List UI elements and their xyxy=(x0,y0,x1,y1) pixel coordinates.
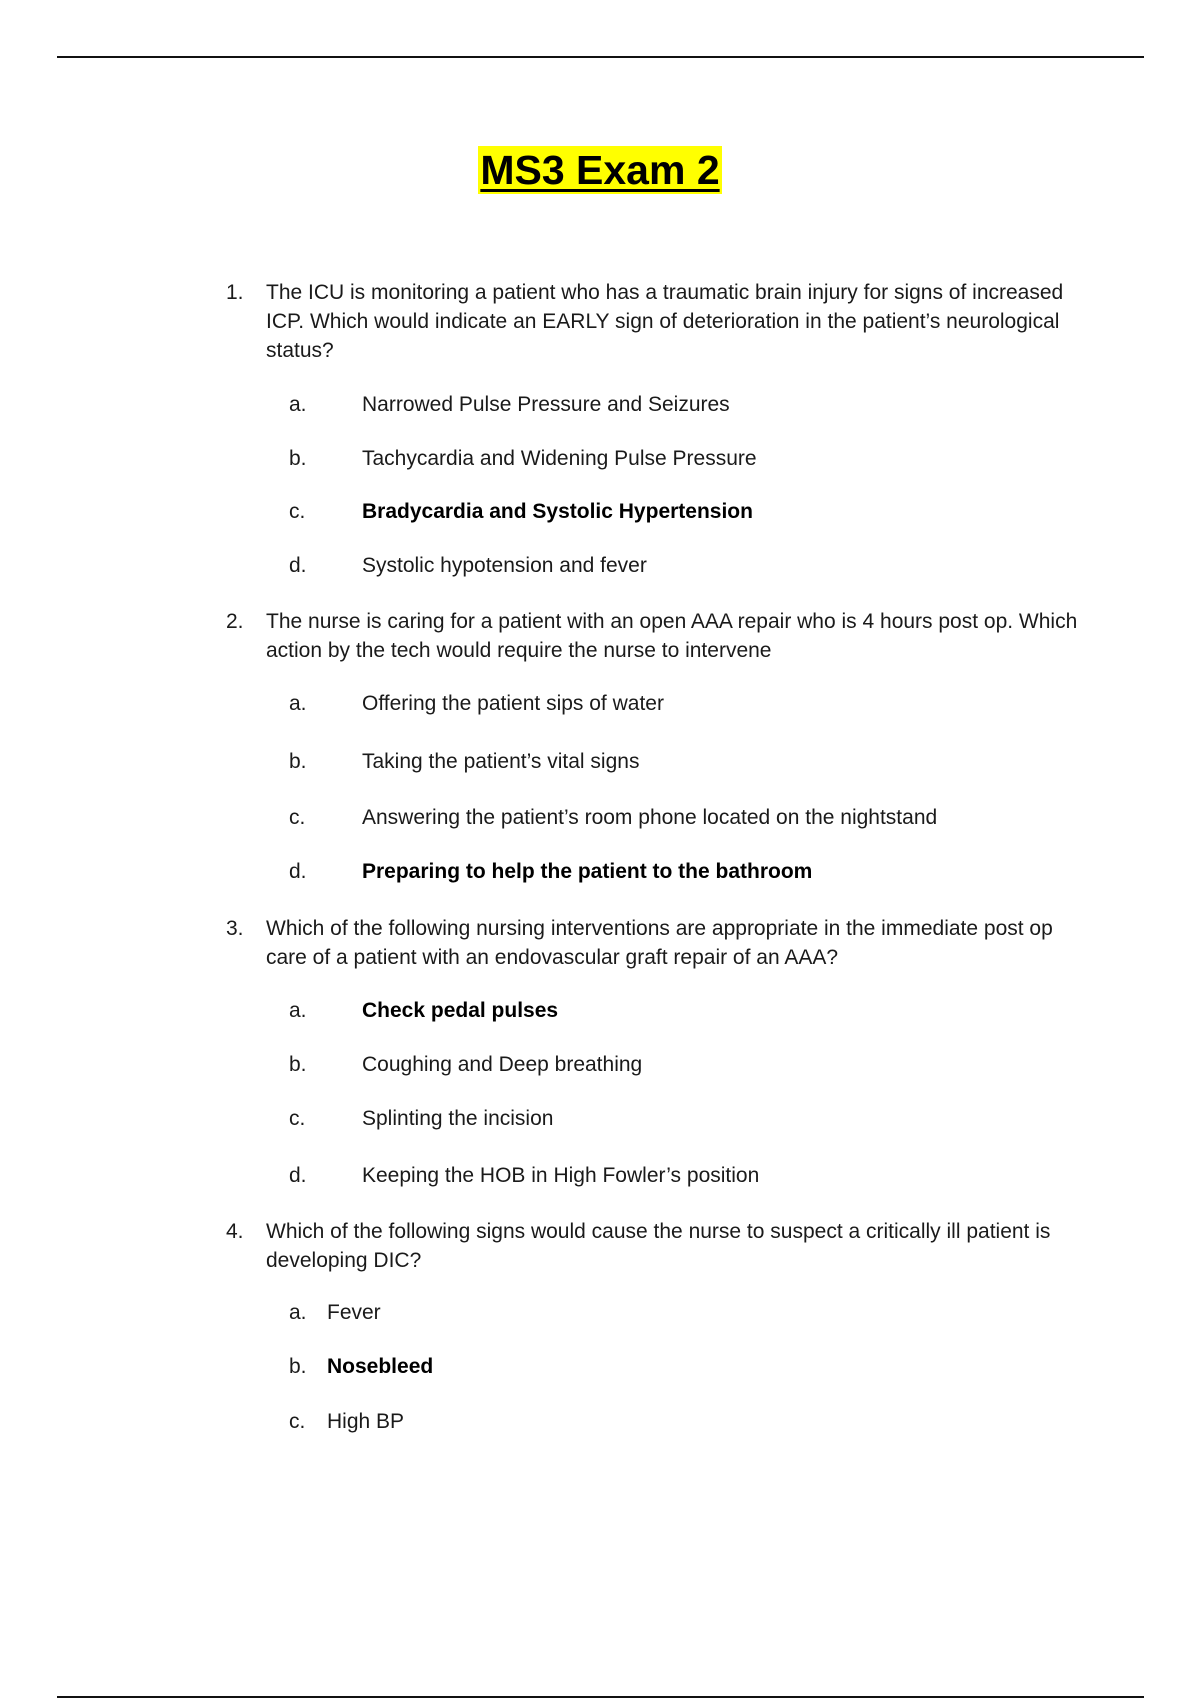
option-text: Bradycardia and Systolic Hypertension xyxy=(362,500,753,523)
question-number: 2. xyxy=(226,610,244,633)
option-letter: c. xyxy=(289,806,306,829)
option-text: Check pedal pulses xyxy=(362,999,559,1022)
option-letter: d. xyxy=(289,554,307,577)
option-letter: a. xyxy=(289,393,307,416)
option-text: High BP xyxy=(327,1410,405,1433)
option-1a xyxy=(0,390,1200,420)
option-4b-correct xyxy=(0,1352,1200,1382)
option-2d-correct xyxy=(0,857,1200,887)
question-number: 3. xyxy=(226,917,244,940)
option-letter: d. xyxy=(289,1164,307,1187)
option-text: Taking the patient’s vital signs xyxy=(362,750,640,773)
option-3b xyxy=(0,1050,1200,1080)
question-text: Which of the following nursing interventions are appropriate in the immediate post op care of a patient with an endovascular graft repair of an AAA? xyxy=(266,917,1053,969)
option-text: Narrowed Pulse Pressure and Seizures xyxy=(362,393,730,416)
option-text: Preparing to help the patient to the bathroom xyxy=(362,860,813,883)
option-letter: b. xyxy=(289,750,307,773)
option-text: Systolic hypotension and fever xyxy=(362,554,647,577)
option-letter: c. xyxy=(289,1410,306,1433)
document-title: MS3 Exam 2 xyxy=(480,147,720,193)
option-2b xyxy=(0,747,1200,777)
option-3d xyxy=(0,1161,1200,1191)
question-number: 4. xyxy=(226,1220,244,1243)
option-4c xyxy=(0,1407,1200,1437)
option-text: Answering the patient’s room phone located on the nightstand xyxy=(362,806,938,829)
option-text: Splinting the incision xyxy=(362,1107,554,1130)
option-letter: b. xyxy=(289,447,307,470)
question-text: The nurse is caring for a patient with an open AAA repair who is 4 hours post op. Which action by the tech would require the nurse to intervene xyxy=(266,610,1078,662)
option-3c xyxy=(0,1104,1200,1134)
footer-rule xyxy=(57,1696,1144,1698)
option-text: Keeping the HOB in High Fowler’s position xyxy=(362,1164,760,1187)
option-1c-correct xyxy=(0,497,1200,527)
header-rule xyxy=(57,56,1144,58)
option-3a-correct xyxy=(0,996,1200,1026)
option-letter: b. xyxy=(289,1355,307,1378)
option-text: Nosebleed xyxy=(327,1355,434,1378)
option-4a xyxy=(0,1298,1200,1328)
title-container xyxy=(0,146,1200,194)
option-text: Offering the patient sips of water xyxy=(362,692,664,715)
question-text: Which of the following signs would cause the nurse to suspect a critically ill patient is developing DIC? xyxy=(266,1220,1051,1272)
option-letter: d. xyxy=(289,860,307,883)
option-1b xyxy=(0,444,1200,474)
option-2c xyxy=(0,803,1200,833)
option-letter: b. xyxy=(289,1053,307,1076)
option-letter: c. xyxy=(289,1107,306,1130)
question-text: The ICU is monitoring a patient who has a traumatic brain injury for signs of increased ICP. Which would indicate an EARLY sign of deterioration in the patient’s neurological status? xyxy=(266,281,1064,362)
option-letter: a. xyxy=(289,1301,307,1324)
option-letter: c. xyxy=(289,500,306,523)
option-letter: a. xyxy=(289,999,307,1022)
option-text: Coughing and Deep breathing xyxy=(362,1053,643,1076)
option-letter: a. xyxy=(289,692,307,715)
option-2a xyxy=(0,689,1200,719)
question-number: 1. xyxy=(226,281,244,304)
option-text: Tachycardia and Widening Pulse Pressure xyxy=(362,447,757,470)
option-text: Fever xyxy=(327,1301,381,1324)
option-1d xyxy=(0,551,1200,581)
